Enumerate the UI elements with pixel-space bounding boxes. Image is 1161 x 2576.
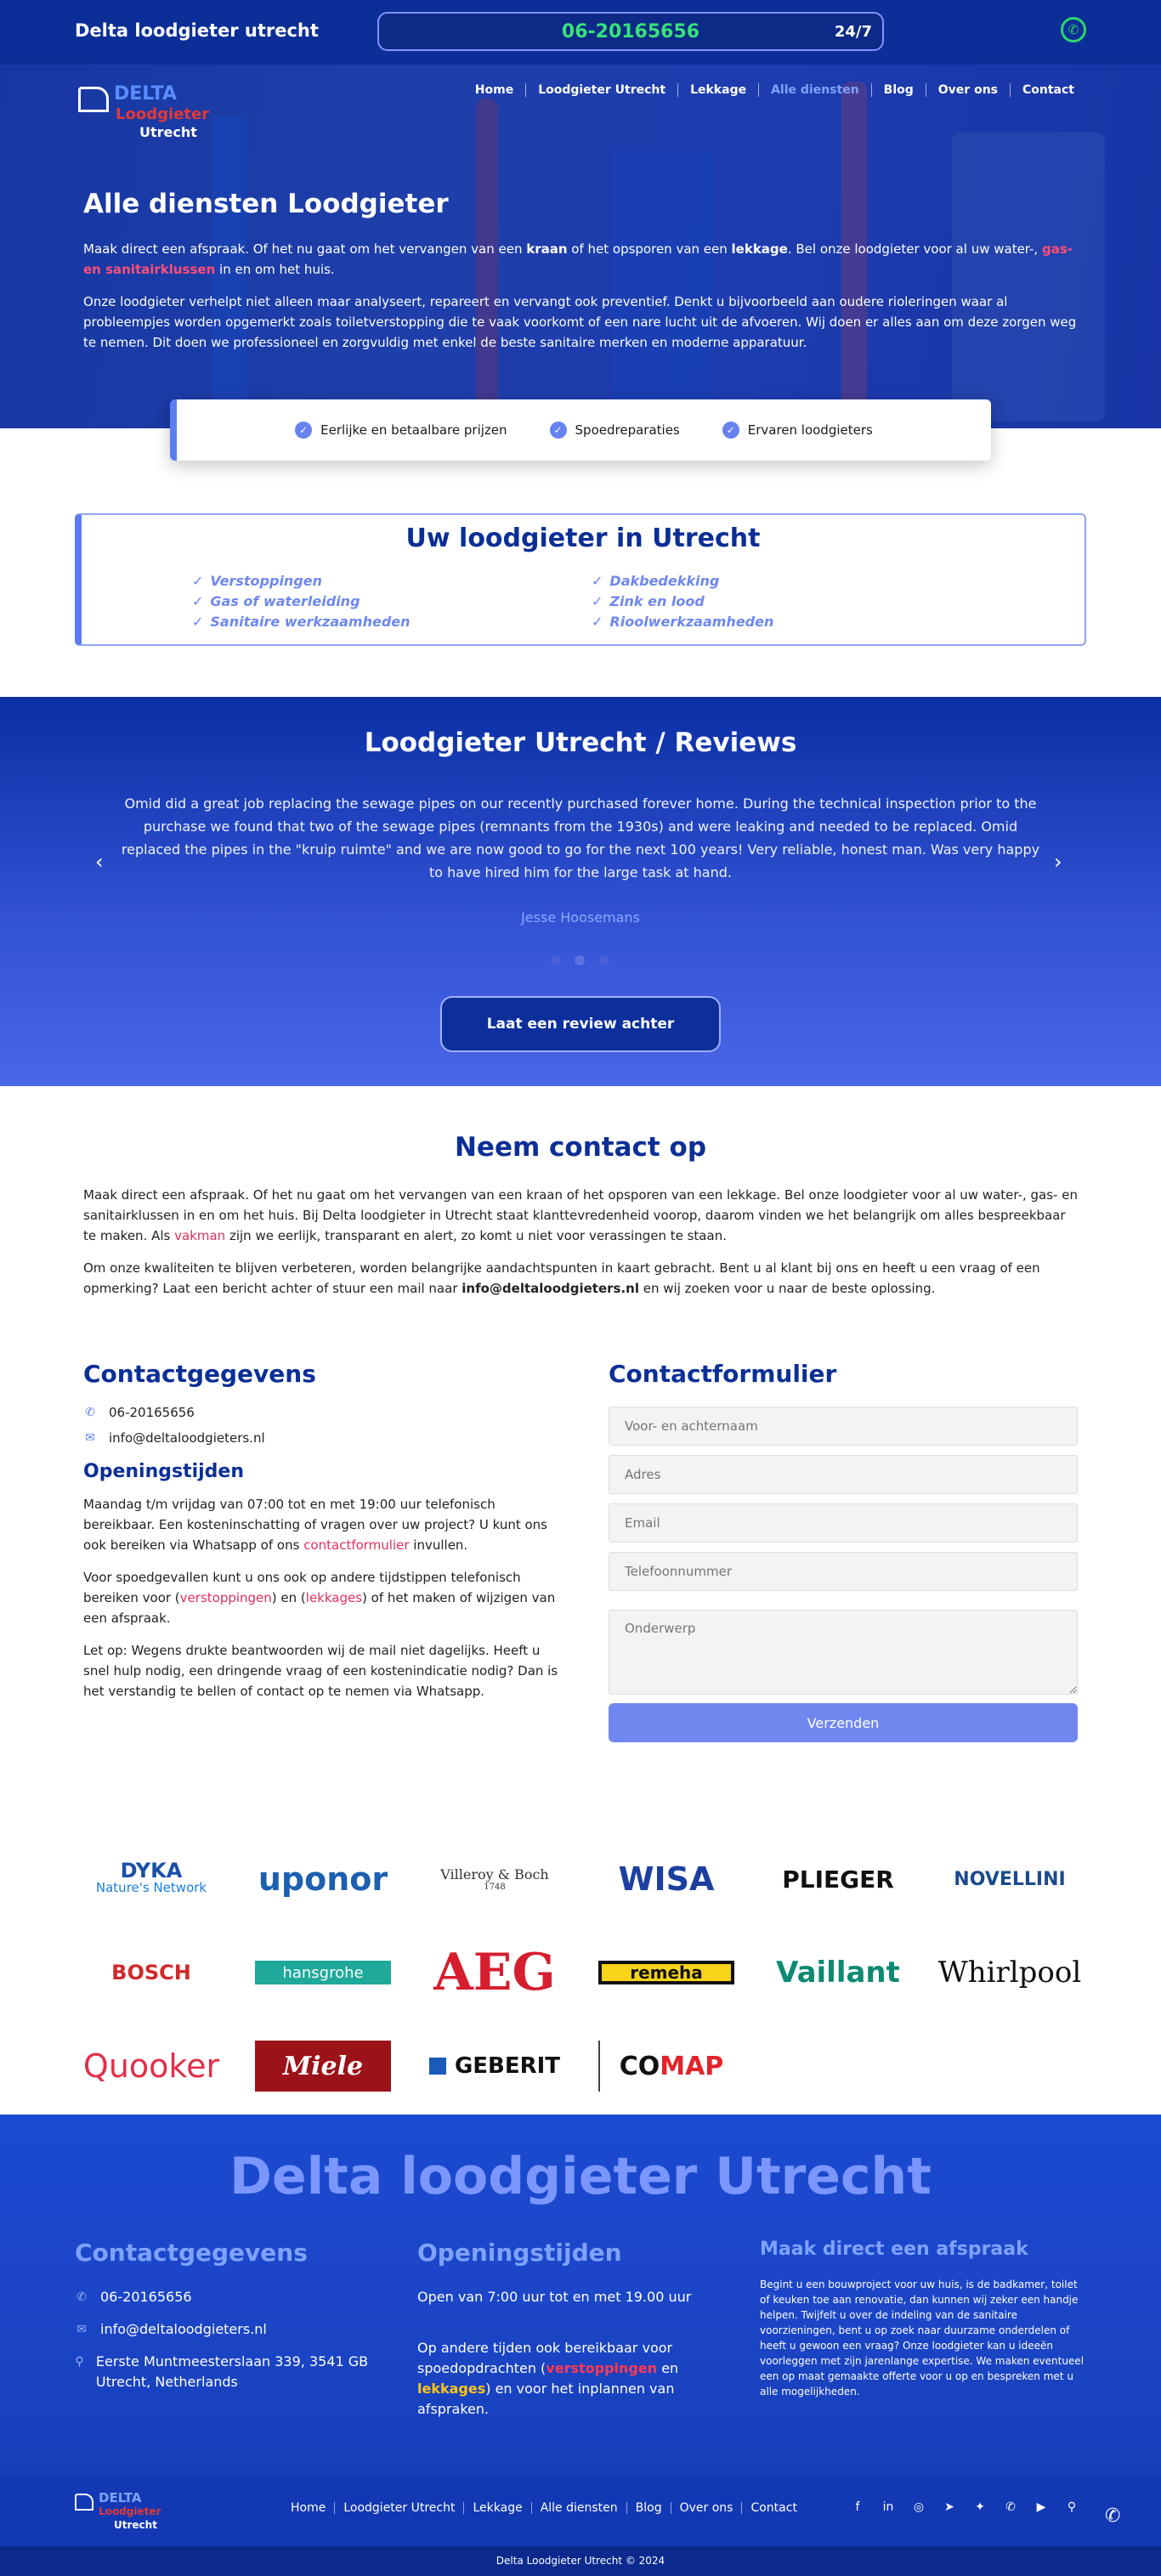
instagram-icon[interactable]: ◎ xyxy=(913,2500,925,2514)
brand-geberit: GEBERIT xyxy=(427,2041,563,2092)
link-contactformulier[interactable]: contactformulier xyxy=(303,1537,410,1553)
hero xyxy=(0,65,1161,428)
check-icon: ✓ xyxy=(592,573,603,589)
brand-whirlpool: Whirlpool xyxy=(937,1956,1082,1990)
contact-details xyxy=(83,1360,559,1701)
brand-aeg: AEG xyxy=(433,1943,556,2002)
link-lekkages[interactable]: lekkages xyxy=(305,1590,363,1605)
link-gas-sanitair[interactable]: gas- en sanitairklussen xyxy=(83,241,1073,277)
services-title: Uw loodgieter in Utrecht xyxy=(405,524,761,553)
contact-details-title: Contactgegevens xyxy=(83,1360,316,1388)
top-brand: Delta loodgieter utrecht xyxy=(75,20,319,41)
site-logo[interactable]: DELTA Loodgieter Utrecht xyxy=(78,75,223,143)
twitter-icon[interactable]: ✦ xyxy=(975,2500,985,2514)
footer xyxy=(0,2115,1161,2475)
contact-text-2: Om onze kwaliteiten te blijven verbeteren, worden belangrijke aandachtspunten in kaart gebracht. Bent u al klant bij ons en heeft u een vraag of een opmerking? Laat een bericht achter of stuur een mail naar info@deltaloodgieters.nl en wij zoeken voor u naar de beste oplossing. xyxy=(83,1260,1040,1296)
social-links xyxy=(850,2500,1079,2514)
link-verstoppingen[interactable]: verstoppingen xyxy=(546,2360,658,2376)
main-nav xyxy=(463,83,1086,97)
call-button-icon[interactable]: ✆ xyxy=(1105,2505,1121,2527)
link-lekkages[interactable]: lekkages xyxy=(417,2381,486,2397)
nav-lekkage[interactable]: Lekkage xyxy=(677,83,758,97)
brand-vaillant: Vaillant xyxy=(776,1956,900,1990)
footer-hours-extra: Op andere tijden ook bereikbaar voor spoedopdrachten (verstoppingen en lekkages) en voor het inplannen van afspraken. xyxy=(417,2340,679,2417)
contact-form xyxy=(609,1360,1078,1742)
features-bar xyxy=(170,399,991,461)
check-icon: ✓ xyxy=(192,573,204,589)
brand-row xyxy=(83,2019,1078,2113)
footer-title: Delta loodgieter Utrecht xyxy=(229,2147,932,2206)
service-item[interactable]: ✓ Sanitaire werkzaamheden xyxy=(192,614,411,630)
faucet-icon xyxy=(78,87,109,112)
bottom-bar xyxy=(0,2475,1161,2546)
hours-text-1: Maandag t/m vrijdag van 07:00 tot en met 19:00 uur telefonisch bereikbaar. Een kosteninschatting of vragen over uw project? U kunt ons ook bereiken via Whatsapp of ons contactformulier invullen. xyxy=(83,1497,547,1553)
brand-novellini: NOVELLINI xyxy=(954,1868,1066,1890)
facebook-icon[interactable]: f xyxy=(855,2500,860,2514)
footer-address: ⚲ Eerste Muntmeesterslaan 339, 3541 GB Utrecht, Netherlands xyxy=(75,2352,381,2392)
brand-comap: CO MAP xyxy=(598,2041,734,2092)
services-box xyxy=(75,513,1086,646)
name-input[interactable] xyxy=(609,1407,1078,1446)
chevron-left-icon[interactable]: ‹ xyxy=(95,850,104,874)
footer-phone[interactable]: ✆ 06-20165656 xyxy=(75,2287,381,2307)
footer-appointment-title: Maak direct een afspraak xyxy=(760,2239,1028,2260)
brand-villeroy-boch: Villeroy & Boch 1748 xyxy=(440,1866,549,1892)
review-quote: Omid did a great job replacing the sewage pipes on our recently purchased forever home. During the technical inspection prior to the purchase we found that two of the sewage pipes (remnants from the 1930s) and were leaking and needed to be replaced. Omid replaced the pipes in the "kruip ruimte" and we are now good to go for the next 100 years! Very reliable, honest man. Was very happy to have hired him for the large task at hand. xyxy=(121,795,1040,880)
footer-appointment xyxy=(760,2239,1086,2399)
check-icon: ✓ xyxy=(192,614,204,630)
carousel-dots xyxy=(551,955,609,965)
contact-form-title: Contactformulier xyxy=(609,1360,837,1388)
check-circle-icon: ✓ xyxy=(550,422,567,439)
map-pin-icon[interactable]: ⚲ xyxy=(1067,2500,1077,2514)
top-bar xyxy=(0,0,1161,65)
youtube-icon[interactable]: ▶ xyxy=(1036,2500,1046,2514)
carousel-dot[interactable] xyxy=(598,955,609,965)
footer-email[interactable]: ✉ info@deltaloodgieters.nl xyxy=(75,2319,381,2340)
contact-phone[interactable]: ✆ 06-20165656 xyxy=(83,1405,559,1420)
footer-contact-title: Contactgegevens xyxy=(75,2239,308,2267)
footer-nav-lekkage[interactable]: Lekkage xyxy=(463,2502,530,2514)
contact-text-1: Maak direct een afspraak. Of het nu gaat om het vervangen van een kraan of het opsporen van een lekkage. Bel onze loodgieter voor al uw water-, gas- en sanitairklussen in en om het huis. Bij Delta loodgieter in Utrecht staat klanttevredenheid voorop, daarom vinden we het belangrijk om alles bespreekbaar te maken. Als vakman zijn we eerlijk, transparant en alert, zo komt u niet voor verassingen te staan. xyxy=(83,1187,1078,1243)
phone-icon: ✆ xyxy=(76,2290,87,2304)
services-left xyxy=(192,571,411,632)
footer-nav-alle-diensten[interactable]: Alle diensten xyxy=(531,2502,626,2514)
footer-nav-over-ons[interactable]: Over ons xyxy=(671,2502,742,2514)
phone-input[interactable] xyxy=(609,1552,1078,1591)
contact-email[interactable]: ✉ info@deltaloodgieters.nl xyxy=(83,1430,559,1446)
brand-logos xyxy=(82,1832,1082,2113)
copyright: Delta Loodgieter Utrecht © 2024 xyxy=(0,2546,1161,2576)
mail-icon: ✉ xyxy=(85,1431,95,1445)
contact-intro xyxy=(83,1132,1078,1299)
hours-text-2: Voor spoedgevallen kunt u ons ook op andere tijdstippen telefonisch bereiken voor (verstoppingen) en (lekkages) of het maken of wijzigen van een afspraak. xyxy=(83,1570,556,1626)
footer-hours-title: Openingstijden xyxy=(417,2239,622,2267)
footer-hours xyxy=(417,2239,723,2420)
contact-title: Neem contact op xyxy=(454,1132,707,1163)
brand-bosch: BOSCH xyxy=(111,1961,191,1984)
phone-number[interactable]: 06-20165656 xyxy=(561,21,700,42)
footer-nav-blog[interactable]: Blog xyxy=(626,2502,671,2514)
check-circle-icon: ✓ xyxy=(295,422,312,439)
brand-plieger: PLIEGER xyxy=(782,1865,894,1894)
hours-title: Openingstijden xyxy=(83,1461,245,1482)
nav-blog[interactable]: Blog xyxy=(871,83,926,97)
chevron-right-icon[interactable]: › xyxy=(1054,850,1062,874)
brand-remeha: remeha xyxy=(598,1961,734,1984)
brand-hansgrohe: hansgrohe xyxy=(255,1961,391,1984)
whatsapp-icon[interactable]: ✆ xyxy=(1061,17,1086,42)
check-icon: ✓ xyxy=(192,593,204,609)
whatsapp-icon[interactable]: ✆ xyxy=(1005,2500,1016,2514)
footer-hours-text: Open van 7:00 uur tot en met 19.00 uur xyxy=(417,2289,692,2305)
review-author: Jesse Hoosemans xyxy=(521,909,640,926)
service-item[interactable]: ✓ Zink en lood xyxy=(592,593,705,609)
footer-nav-home[interactable]: Home xyxy=(291,2501,326,2515)
faucet-icon xyxy=(75,2494,93,2511)
check-circle-icon: ✓ xyxy=(722,422,739,439)
carousel-dot[interactable] xyxy=(551,955,561,965)
footer-appointment-text: Begint u een bouwproject voor uw huis, is de badkamer, toilet of keuken toe aan renovatie, dan kunnen wij zeker een handje helpen. Twijfelt u over de indeling van de sanitaire voorzieningen, bent u op zoek naar duurzame onderdelen of heeft u gewoon een vraag? Onze loodgieter kan u ideeën voorleggen met zijn jarenlange expertise. We maken eventueel een op maat gemaakte offerte voor u op en bespreken met u alle mogelijkheden. xyxy=(760,2279,1085,2398)
brand-miele: Miele xyxy=(255,2041,391,2092)
brand-dyka: DYKA Nature's Network xyxy=(95,1859,207,1895)
address-input[interactable] xyxy=(609,1455,1078,1494)
submit-button[interactable]: Verzenden xyxy=(609,1703,1078,1742)
footer-nav-loodgieter-utrecht[interactable]: Loodgieter Utrecht xyxy=(334,2502,463,2514)
brand-quooker: Quooker xyxy=(82,2047,220,2085)
linkedin-icon[interactable]: in xyxy=(882,2500,894,2514)
feature-item: ✓ Eerlijke en betaalbare prijzen xyxy=(295,422,507,439)
nav-contact[interactable]: Contact xyxy=(1010,83,1086,97)
contact-email-link[interactable]: info@deltaloodgieters.nl xyxy=(462,1281,639,1296)
nav-loodgieter-utrecht[interactable]: Loodgieter Utrecht xyxy=(525,83,677,97)
brand-uponor: uponor xyxy=(258,1860,388,1898)
nav-alle-diensten[interactable]: Alle diensten xyxy=(758,83,871,97)
nav-over-ons[interactable]: Over ons xyxy=(926,83,1010,97)
badge-24-7: 24/7 xyxy=(834,23,872,41)
reviews-section xyxy=(0,697,1161,1086)
telegram-icon[interactable]: ➤ xyxy=(944,2500,954,2514)
reviews-title: Loodgieter Utrecht / Reviews xyxy=(364,728,797,758)
nav-home[interactable]: Home xyxy=(474,83,514,97)
map-pin-icon: ⚲ xyxy=(75,2355,84,2369)
brand-row xyxy=(83,1832,1078,1926)
services-right xyxy=(592,571,773,632)
page-title: Alle diensten Loodgieter xyxy=(83,189,449,219)
footer-contact xyxy=(75,2239,381,2392)
check-icon: ✓ xyxy=(592,614,603,630)
footer-nav xyxy=(282,2502,806,2514)
check-icon: ✓ xyxy=(592,593,603,609)
service-item[interactable]: ✓ Rioolwerkzaamheden xyxy=(592,614,774,630)
hours-text-3: Let op: Wegens drukte beantwoorden wij de mail niet dagelijks. Heeft u snel hulp nodig, een dringende vraag of een kostenindicatie nodig? Dan is het verstandig te bellen of contact op te nemen via Whatsapp. xyxy=(83,1643,558,1699)
phone-pill[interactable] xyxy=(377,12,884,51)
email-input[interactable] xyxy=(609,1503,1078,1543)
subject-textarea[interactable] xyxy=(609,1610,1078,1695)
phone-icon: ✆ xyxy=(85,1406,95,1419)
hero-intro: Maak direct een afspraak. Of het nu gaat om het vervangen van een kraan of het opsporen van een lekkage. Bel onze loodgieter voor al uw water-, gas- en sanitairklussen in en om het huis. xyxy=(83,241,1073,277)
service-item[interactable]: ✓ Dakbedekking xyxy=(592,573,720,589)
brand-row xyxy=(83,1926,1082,2019)
leave-review-button[interactable]: Laat een review achter xyxy=(440,996,721,1052)
brand-wisa: WISA xyxy=(618,1860,715,1898)
footer-nav-contact[interactable]: Contact xyxy=(741,2502,805,2514)
feature-item: ✓ Ervaren loodgieters xyxy=(722,422,873,439)
carousel-dot[interactable] xyxy=(575,955,585,965)
service-item[interactable]: ✓ Gas of waterleiding xyxy=(192,593,360,609)
mail-icon: ✉ xyxy=(76,2323,87,2336)
feature-item: ✓ Spoedreparaties xyxy=(550,422,680,439)
hero-text: Onze loodgieter verhelpt niet alleen maar analyseert, repareert en vervangt ook preventief. Denkt u bijvoorbeeld aan oudere rioleringen waar al probleempjes worden opgemerkt zoals toiletverstopping die te vaak voorkomt of een nare lucht uit de afvoeren. Wij doen er alles aan om deze zorgen weg te nemen. Dit doen we professioneel en zorgvuldig met enkel de beste sanitaire merken en moderne apparatuur. xyxy=(83,294,1077,350)
footer-logo[interactable]: DELTA Loodgieter Utrecht xyxy=(75,2487,177,2538)
service-item[interactable]: ✓ Verstoppingen xyxy=(192,573,323,589)
link-verstoppingen[interactable]: verstoppingen xyxy=(179,1590,272,1605)
link-vakman[interactable]: vakman xyxy=(174,1228,226,1243)
